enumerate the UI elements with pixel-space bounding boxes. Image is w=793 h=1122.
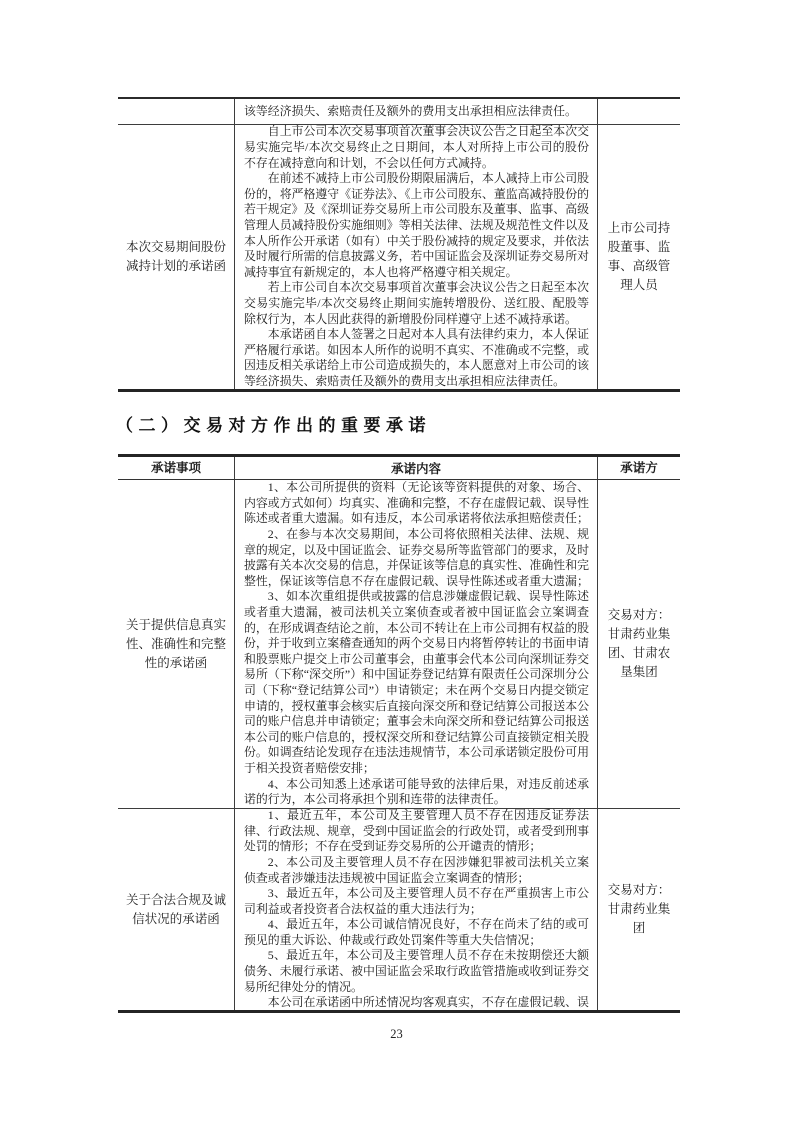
commitment-party-cell: 交易对方：甘肃药业集团、甘肃农垦集团 [607,608,671,679]
commitment-content-text: 2、在参与本次交易期间，本公司将依照相关法律、法规、规章的规定，以及中国证监会、证券交易所等监管部门的要求，及时披露有关本次交易的信息，并保证该等信息的真实性、准确性和完整性，保证该等信息不存在虚假记载、误导性陈述或者重大遗漏； [244,527,589,588]
commitment-party-cell: 交易对方：甘肃药业集团 [607,883,671,935]
header-commitment-item: 承诺事项 [150,460,201,475]
header-commitment-party: 承诺方 [620,460,658,475]
table-row [118,808,680,1010]
commitment-party-cell [598,99,680,124]
commitment-content-text: 在前述不减持上市公司股份期限届满后，本人减持上市公司股份的，将严格遵守《证券法》、《上市公司股东、董监高减持股份的若干规定》及《深圳证券交易所上市公司股东及董事、监事、高级管理人员减持股份实施细则》等相关法律、法规及规范性文件以及本人所作公开承诺（如有）中关于股份减持的规定及要求，并依法及时履行所需的信息披露义务，若中国证监会及深圳证券交易所对减持事宜有新规定的，本人也将严格遵守相关规定。 [244,171,589,279]
page-number: 23 [390,1027,403,1041]
commitment-content-cell [234,125,598,389]
section-heading: （二）交易对方作出的重要承诺 [116,416,431,435]
commitment-content-cell [234,99,598,124]
commitment-item-cell: 关于提供信息真实性、准确性和完整性的承诺函 [125,617,226,670]
table-header-row [118,457,680,479]
commitment-content-cell [234,480,598,808]
commitment-content-text: 2、本公司及主要管理人员不存在因涉嫌犯罪被司法机关立案侦查或者涉嫌违法违规被中国证监会立案调查的情形； [244,854,589,885]
table-row [118,479,680,808]
commitment-content-text: 若上市公司自本次交易事项首次董事会决议公告之日起至本次交易实施完毕/本次交易终止期间实施转增股份、送红股、配股等除权行为，本人因此获得的新增股份同样遵守上述不减持承诺。 [244,280,589,326]
commitment-party-cell: 上市公司持股董事、监事、高级管理人员 [607,221,671,292]
commitment-content-text: 自上市公司本次交易事项首次董事会决议公告之日起至本次交易实施完毕/本次交易终止之日期间，本人对所持上市公司的股份不存在减持意向和计划，不会以任何方式减持。 [244,124,589,170]
commitment-content-text: 该等经济损失、索赔责任及额外的费用支出承担相应法律责任。 [244,103,577,118]
table-row [118,124,680,389]
commitment-item-cell [118,99,234,124]
listed-company-commitments-table [118,97,680,392]
commitment-content-text: 3、如本次重组提供或披露的信息涉嫌虚假记载、误导性陈述或者重大遗漏，被司法机关立案侦查或者被中国证监会立案调查的，在形成调查结论之前，本公司不转让在上市公司拥有权益的股份，并于收到立案稽查通知的两个交易日内将暂停转让的书面申请和股票账户提交上市公司董事会，由董事会代本公司向深圳证券交易所（下称“深交所”）和中国证券登记结算有限责任公司深圳分公司（下称“登记结算公司”）申请锁定；未在两个交易日内提交锁定申请的，授权董事会核实后直接向深交所和登记结算公司报送本公司的账户信息并申请锁定；董事会未向深交所和登记结算公司报送本公司的账户信息的，授权深交所和登记结算公司直接锁定相关股份。如调查结论发现存在违法违规情节，本公司承诺锁定股份可用于相关投资者赔偿安排； [244,589,589,775]
commitment-content-text: 1、最近五年，本公司及主要管理人员不存在因违反证券法律、行政法规、规章，受到中国证监会的行政处罚，或者受到刑事处罚的情形；不存在受到证券交易所的公开谴责的情形； [244,808,589,854]
commitment-content-text: 5、最近五年，本公司及主要管理人员不存在未按期偿还大额债务、未履行承诺、被中国证监会采取行政监管措施或收到证券交易所纪律处分的情况。 [244,948,589,994]
commitment-content-text: 本公司在承诺函中所述情况均客观真实，不存在虚假记载、误 [267,995,589,1010]
commitment-content-text: 1、本公司所提供的资料（无论该等资料提供的对象、场合、内容或方式如何）均真实、准确和完整，不存在虚假记载、误导性陈述或者重大遗漏。如有违反，本公司承诺将依法承担赔偿责任； [244,480,589,526]
counterparty-commitments-table [118,454,680,1013]
commitment-content-text: 3、最近五年，本公司及主要管理人员不存在严重损害上市公司利益或者投资者合法权益的重大违法行为； [244,886,589,916]
table-row [118,99,680,124]
commitment-content-text: 本承诺函自本人签署之日起对本人具有法律约束力，本人保证严格履行承诺。如因本人所作的说明不真实、不准确或不完整，或因违反相关承诺给上市公司造成损失的，本人愿意对上市公司的该等经济损失、索赔责任及额外的费用支出承担相应法律责任。 [244,327,589,388]
commitment-content-cell [234,809,598,1010]
header-commitment-content: 承诺内容 [234,457,598,479]
commitment-item-cell: 本次交易期间股份减持计划的承诺函 [125,240,226,273]
commitment-content-text: 4、本公司知悉上述承诺可能导致的法律后果，对违反前述承诺的行为，本公司将承担个别和连带的法律责任。 [244,776,589,807]
commitment-item-cell: 关于合法合规及诚信状况的承诺函 [125,892,226,926]
commitment-content-text: 4、最近五年，本公司诚信情况良好，不存在尚未了结的或可预见的重大诉讼、仲裁或行政处罚案件等重大失信情况； [244,917,589,947]
